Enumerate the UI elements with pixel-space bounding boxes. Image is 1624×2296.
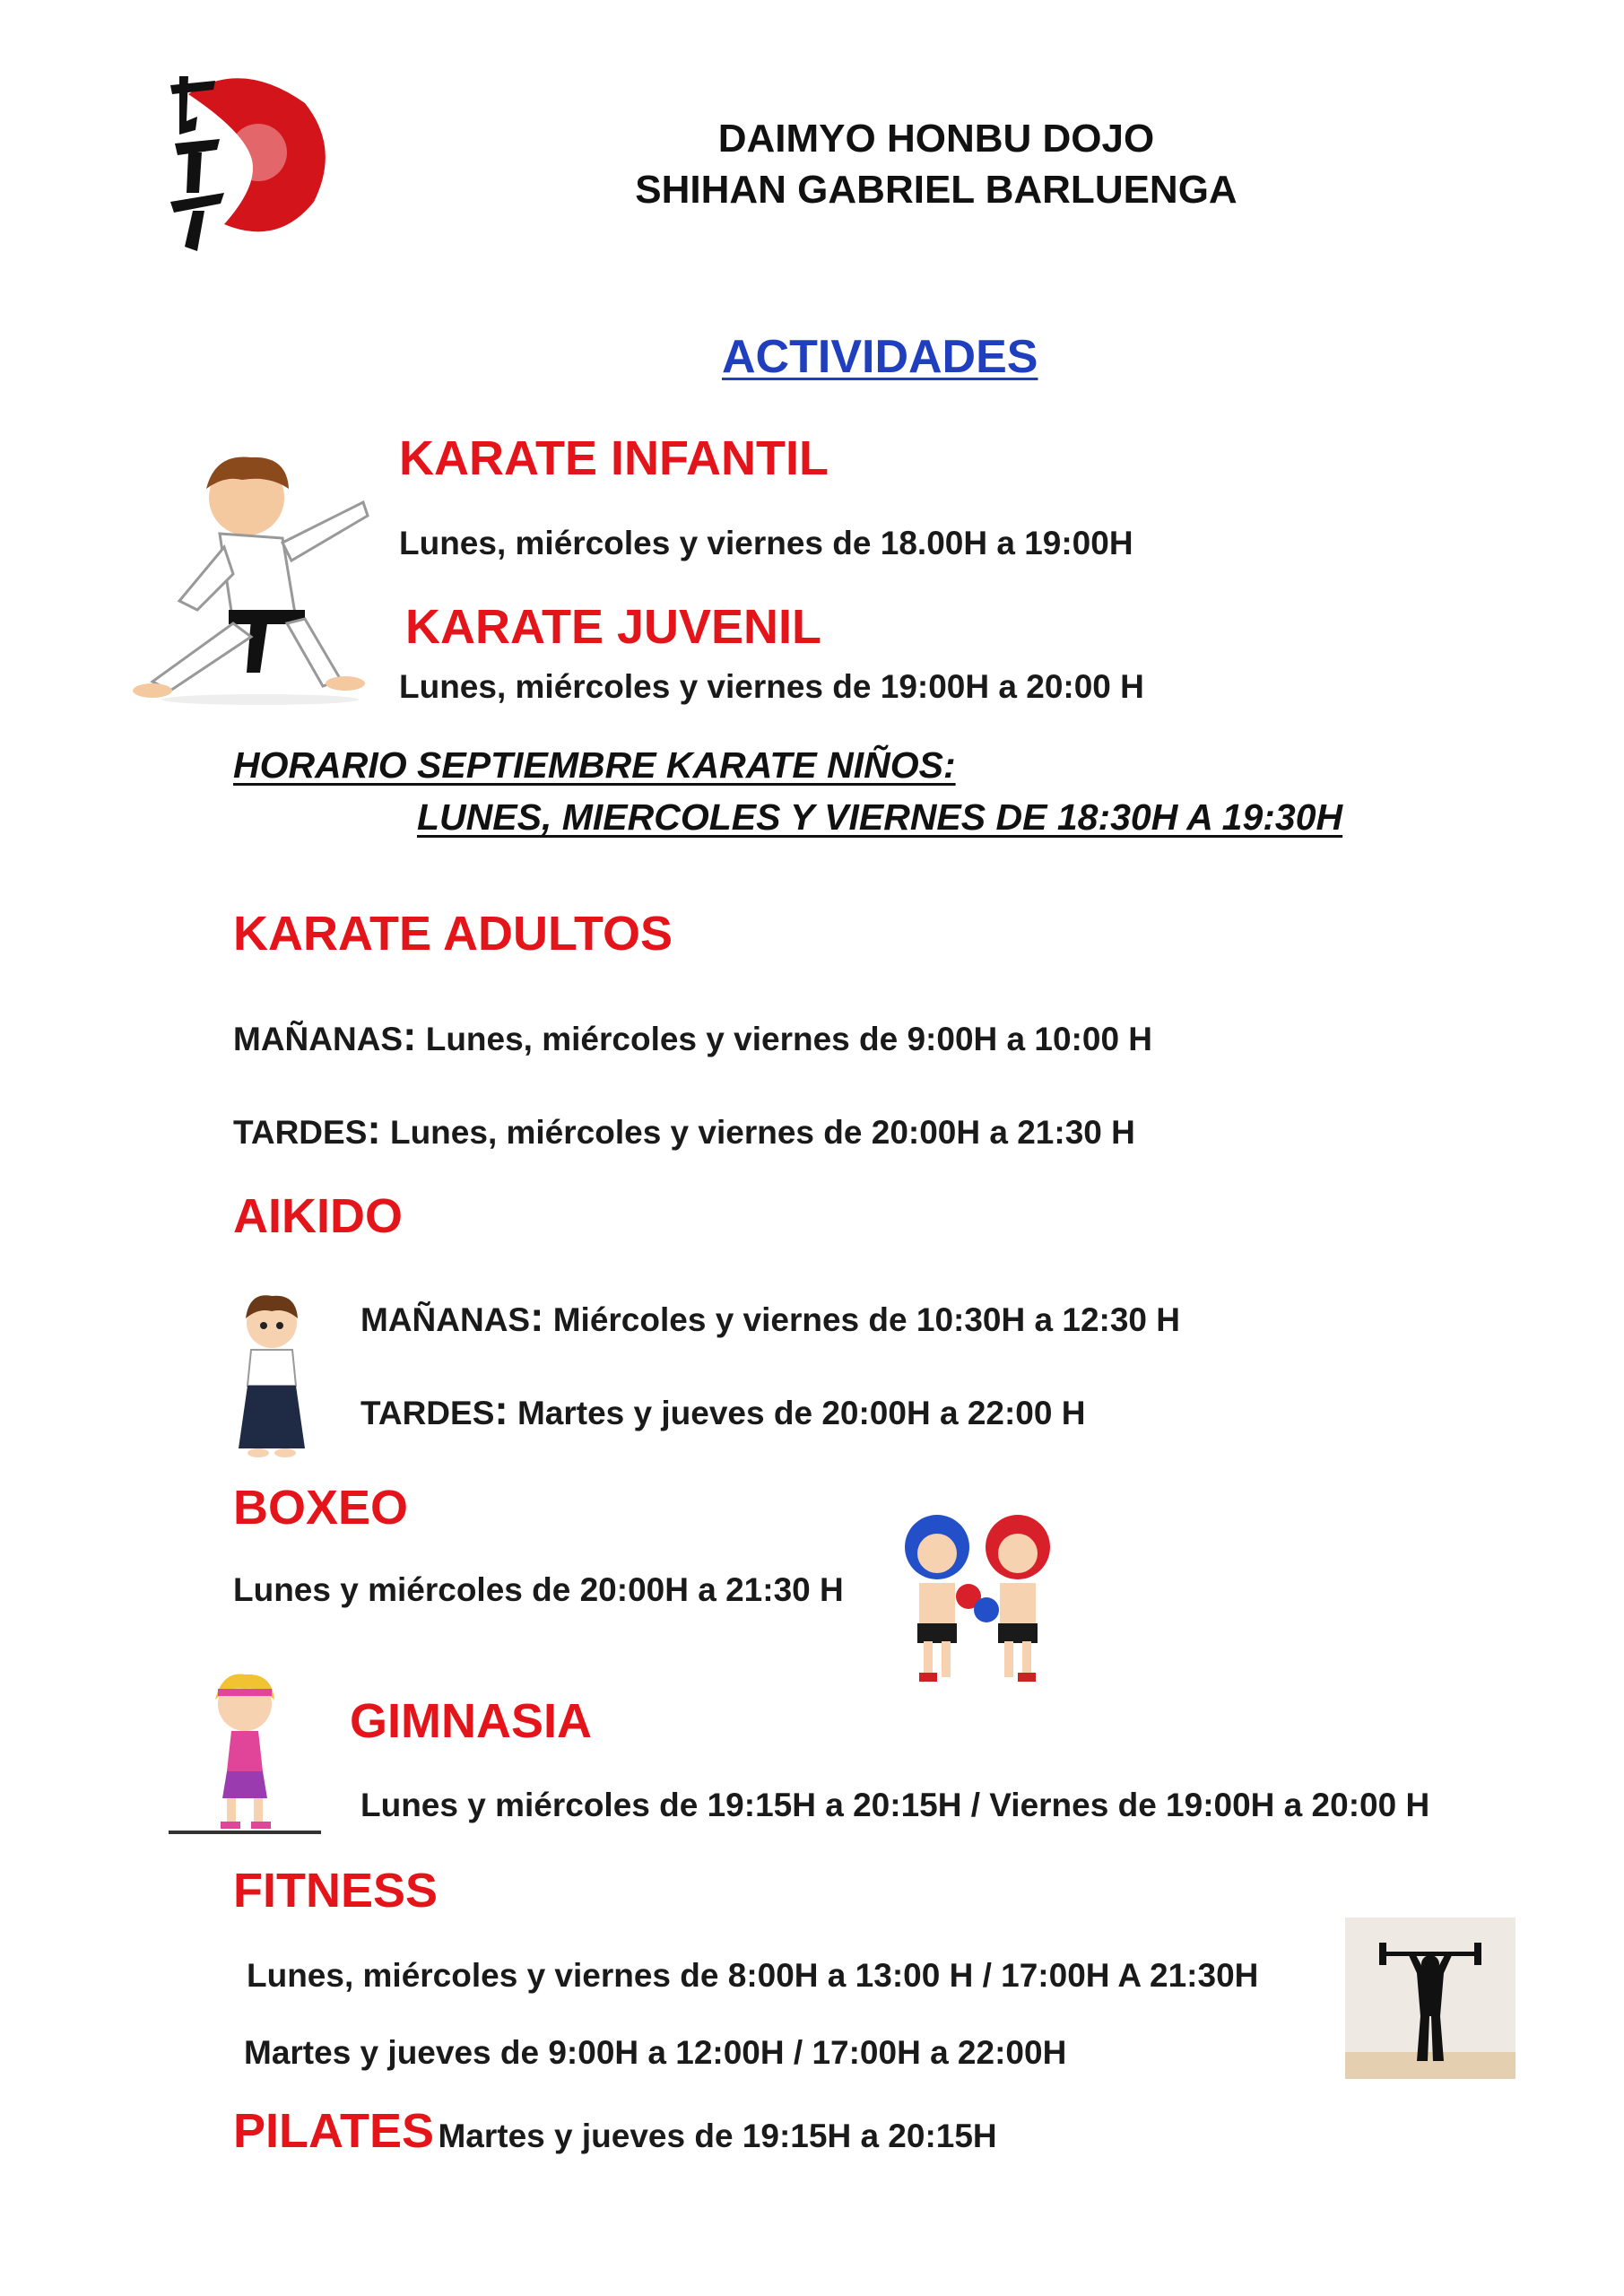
fitness-title: FITNESS bbox=[233, 1864, 439, 1918]
afternoon-label: TARDES bbox=[233, 1114, 368, 1151]
gimnasia-schedule: Lunes y miércoles de 19:15H a 20:15H / Viernes de 19:00H a 20:00 H bbox=[360, 1787, 1430, 1823]
colon: : bbox=[367, 1106, 381, 1152]
afternoon-label: TARDES bbox=[360, 1395, 495, 1431]
colon: : bbox=[530, 1293, 544, 1340]
september-heading: HORARIO SEPTIEMBRE KARATE NIÑOS: bbox=[233, 744, 956, 786]
morning-schedule: Lunes, miércoles y viernes de 9:00H a 10:00 H bbox=[425, 1021, 1153, 1057]
boxeo-schedule: Lunes y miércoles de 20:00H a 21:30 H bbox=[233, 1571, 844, 1608]
gimnasia-title: GIMNASIA bbox=[350, 1694, 592, 1748]
karate-infantil-schedule: Lunes, miércoles y viernes de 18.00H a 19:00H bbox=[399, 525, 1133, 561]
karate-adultos-title: KARATE ADULTOS bbox=[233, 907, 673, 961]
morning-label: MAÑANAS bbox=[360, 1301, 531, 1338]
afternoon-schedule: Lunes, miércoles y viernes de 20:00H a 21:30 H bbox=[389, 1114, 1135, 1151]
aikido-afternoon bbox=[360, 1386, 1085, 1434]
karate-adultos-afternoon bbox=[233, 1105, 1135, 1153]
dojo-logo-icon bbox=[152, 67, 332, 256]
morning-schedule: Miércoles y viernes de 10:30H a 12:30 H bbox=[552, 1301, 1180, 1338]
karate-juvenil-schedule: Lunes, miércoles y viernes de 19:00H a 20:00 H bbox=[399, 668, 1144, 705]
september-schedule: LUNES, MIERCOLES Y VIERNES DE 18:30H A 19:30H bbox=[417, 796, 1343, 838]
karate-juvenil-title: KARATE JUVENIL bbox=[405, 600, 822, 654]
karate-infantil-title: KARATE INFANTIL bbox=[399, 431, 829, 485]
instructor-name: SHIHAN GABRIEL BARLUENGA bbox=[635, 168, 1238, 212]
weightlifter-icon bbox=[1345, 1918, 1515, 2079]
fitness-schedule-2: Martes y jueves de 9:00H a 12:00H / 17:00H a 22:00H bbox=[244, 2034, 1067, 2071]
aikido-morning bbox=[360, 1292, 1180, 1341]
morning-label: MAÑANAS bbox=[233, 1021, 404, 1057]
boxeo-title: BOXEO bbox=[233, 1481, 409, 1535]
afternoon-schedule: Martes y jueves de 20:00H a 22:00 H bbox=[517, 1395, 1086, 1431]
page-title: ACTIVIDADES bbox=[722, 331, 1038, 383]
fitness-schedule-1: Lunes, miércoles y viernes de 8:00H a 13:00 H / 17:00H A 21:30H bbox=[247, 1957, 1259, 1994]
karate-adultos-morning bbox=[233, 1012, 1152, 1060]
colon: : bbox=[403, 1013, 417, 1059]
aikido-kid-icon bbox=[231, 1292, 312, 1462]
colon: : bbox=[494, 1387, 508, 1433]
gym-girl-icon bbox=[169, 1664, 321, 1834]
pilates-line bbox=[233, 2103, 997, 2159]
pilates-title: PILATES bbox=[233, 2104, 435, 2158]
aikido-title: AIKIDO bbox=[233, 1189, 403, 1243]
boxing-kids-icon bbox=[883, 1507, 1072, 1686]
karate-kid-icon bbox=[126, 448, 377, 709]
pilates-schedule: Martes y jueves de 19:15H a 20:15H bbox=[438, 2118, 997, 2154]
dojo-name: DAIMYO HONBU DOJO bbox=[717, 117, 1155, 161]
